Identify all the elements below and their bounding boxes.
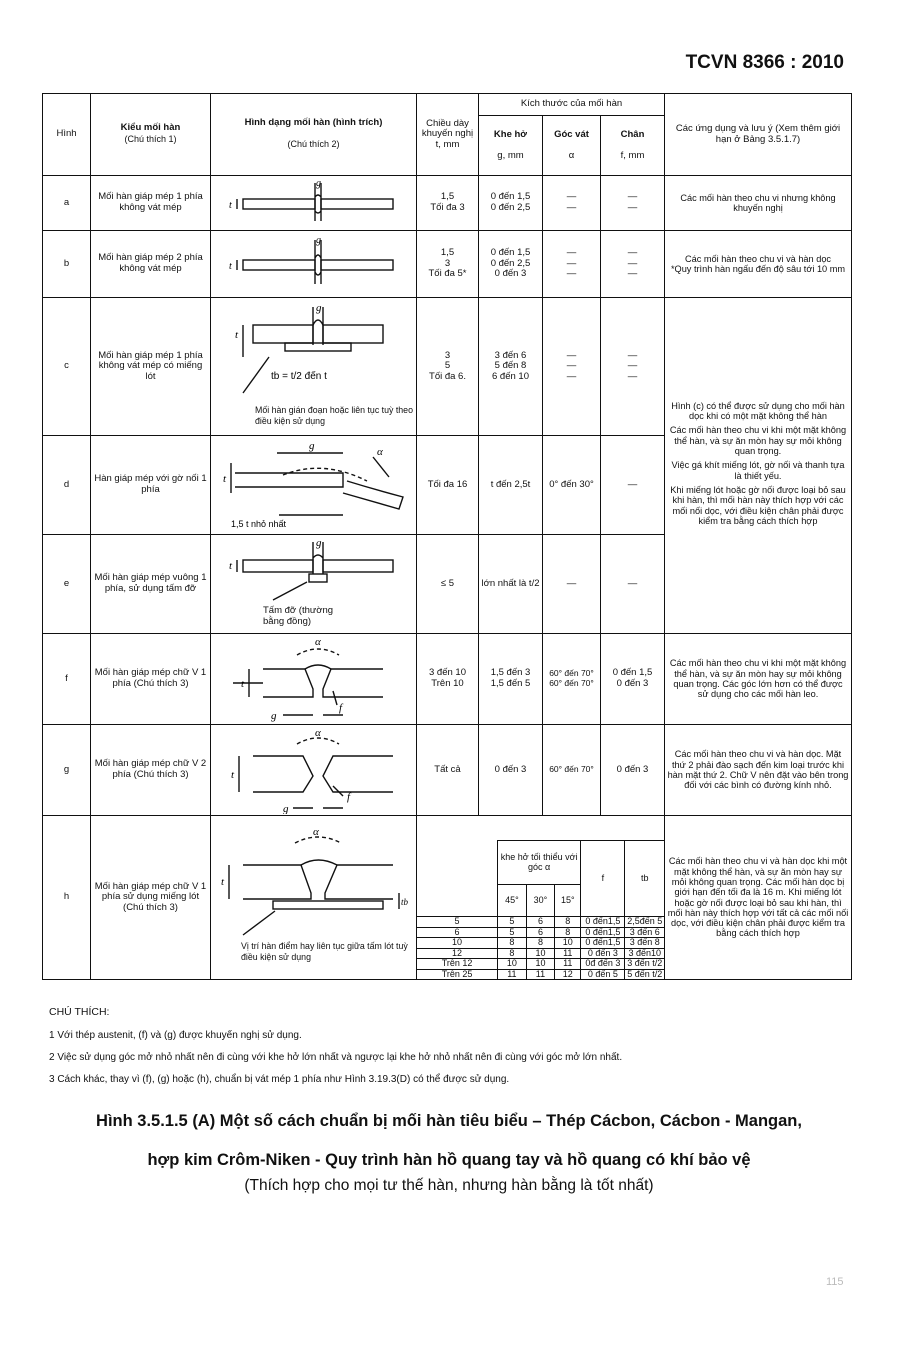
gap: 0 đến 1,5 0 đến 2,5 0 đến 3 bbox=[479, 231, 543, 298]
weld-table bbox=[42, 93, 852, 980]
figure-note: Tấm đỡ (thường bằng đồng) bbox=[263, 605, 334, 627]
gap: t đến 2,5t bbox=[479, 436, 543, 535]
angle: 60° đến 70° 60° đến 70° bbox=[543, 634, 601, 725]
figure-caption-line3: (Thích hợp cho mọi tư thế hàn, nhưng hàn bằng là tốt nhất) bbox=[244, 1177, 654, 1194]
svg-text:t: t bbox=[229, 560, 233, 573]
figure-note: 1,5 t nhỏ nhất bbox=[231, 519, 287, 529]
weld-figure-c bbox=[211, 298, 417, 436]
h-row: Trên 25 11 11 12 0 đến 5 5 đến t/2 bbox=[417, 969, 664, 979]
header-kieu: Kiểu mối hàn (Chú thích 1) bbox=[91, 94, 211, 176]
svg-text:f: f bbox=[339, 702, 343, 714]
angle: — bbox=[543, 535, 601, 634]
svg-text:α: α bbox=[313, 826, 319, 839]
svg-text:g: g bbox=[316, 235, 321, 246]
angle: — — — bbox=[543, 298, 601, 436]
header-chan: Chân f, mm bbox=[601, 116, 665, 176]
h-subtable bbox=[417, 840, 664, 979]
thickness: 3 5 Tối đa 6. bbox=[417, 298, 479, 436]
svg-text:t: t bbox=[221, 876, 225, 889]
thickness: Tối đa 16 bbox=[417, 436, 479, 535]
h-angle: 15° bbox=[555, 885, 581, 917]
h-row: 5 5 6 8 0 đến1,5 2,5đến 5 bbox=[417, 917, 664, 927]
table-row bbox=[43, 298, 852, 436]
table-row bbox=[43, 725, 852, 816]
row-id: c bbox=[43, 298, 91, 436]
weld-type: Mối hàn giáp mép chữ V 1 phía sử dụng miếng lót (Chú thích 3) bbox=[91, 816, 211, 980]
weld-figure-b bbox=[211, 231, 417, 298]
header-hinh: Hình bbox=[43, 94, 91, 176]
weld-type: Mối hàn giáp mép chữ V 2 phía (Chú thích 3) bbox=[91, 725, 211, 816]
svg-text:g: g bbox=[271, 710, 277, 722]
row-id: b bbox=[43, 231, 91, 298]
svg-text:g: g bbox=[316, 178, 321, 189]
note-item: 2 Việc sử dụng góc mở nhỏ nhất nên đi cùng với khe hở lớn nhất và ngược lại khe hở nhỏ nhất nên đi cùng với góc mở lớn nhất. bbox=[49, 1052, 623, 1063]
root: 0 đến 3 bbox=[601, 725, 665, 816]
root: — — — bbox=[601, 231, 665, 298]
page-number: 115 bbox=[826, 1276, 844, 1288]
weld-figure-e bbox=[211, 535, 417, 634]
svg-text:g: g bbox=[309, 440, 315, 452]
weld-figure-d bbox=[211, 436, 417, 535]
svg-text:t: t bbox=[231, 769, 235, 781]
weld-figure-g bbox=[211, 725, 417, 816]
weld-type: Mối hàn giáp mép vuông 1 phía, sử dụng tấm đỡ bbox=[91, 535, 211, 634]
header-hinhdang: Hình dạng mối hàn (hình trích) (Chú thích 2) bbox=[211, 94, 417, 176]
figure-caption-line2: hợp kim Crôm-Niken - Quy trình hàn hồ quang tay và hồ quang có khí bảo vệ bbox=[147, 1151, 751, 1169]
gap: 1,5 đến 3 1,5 đến 5 bbox=[479, 634, 543, 725]
svg-text:f: f bbox=[347, 791, 351, 803]
weld-type: Mối hàn giáp mép 2 phía không vát mép bbox=[91, 231, 211, 298]
h-head: khe hở tối thiểu với góc α bbox=[498, 841, 581, 885]
thickness: ≤ 5 bbox=[417, 535, 479, 634]
thickness: 1,5 3 Tối đa 5* bbox=[417, 231, 479, 298]
svg-text:t: t bbox=[235, 329, 239, 342]
application-note-cde: Hình (c) có thể được sử dụng cho mối hàn dọc khi có một mặt không thể hàn Các mối hàn theo chu vi khi một mặt không thể hàn, và sự ăn mòn hay sự mỏi không quan trọng. Việc gá khít miếng lót, gờ nối và thanh tựa là thiết yếu. Khi miếng lót hoặc gờ nối được loại bỏ sau khi hàn, thì mối hàn này thích hợp với các mối nối dọc, với điều kiện chân phải được kiểm tra bằng cách thích hợp bbox=[665, 298, 852, 634]
formula-tb: tb = t/2 đến t bbox=[271, 371, 327, 383]
h-row: 12 8 10 11 0 đến 3 3 đến10 bbox=[417, 948, 664, 958]
svg-text:g: g bbox=[316, 537, 322, 550]
h-row: 10 8 8 10 0 đến1,5 3 đến 8 bbox=[417, 938, 664, 948]
table-row bbox=[43, 816, 852, 980]
h-f-label: f bbox=[581, 841, 625, 917]
weld-type: Mối hàn giáp mép 1 phía không vát mép có miếng lót bbox=[91, 298, 211, 436]
table-row bbox=[43, 231, 852, 298]
svg-text:α: α bbox=[315, 636, 321, 648]
row-id: a bbox=[43, 176, 91, 231]
svg-text:t: t bbox=[229, 200, 232, 211]
svg-text:α: α bbox=[315, 727, 321, 739]
application-note: Các mối hàn theo chu vi khi một mặt không thể hàn, và sự ăn mòn hay sự mỏi không quan trọng. Các góc lớn hơn có thể được sử dụng cho các mối hàn leo. bbox=[665, 634, 852, 725]
figure-note: Vị trí hàn điểm hay liên tục giữa tấm lót tuỳ điều kiện sử dụng bbox=[241, 941, 408, 962]
row-id: d bbox=[43, 436, 91, 535]
row-id: h bbox=[43, 816, 91, 980]
weld-type: Mối hàn giáp mép chữ V 1 phía (Chú thích 3) bbox=[91, 634, 211, 725]
notes-title: CHÚ THÍCH: bbox=[49, 1006, 110, 1018]
notes-section bbox=[49, 1006, 622, 1096]
svg-text:t: t bbox=[241, 678, 245, 690]
svg-text:t: t bbox=[223, 473, 227, 485]
header-kichthuoc: Kích thước của mối hàn bbox=[479, 94, 665, 116]
application-note: Các mối hàn theo chu vi và hàn dọc *Quy trình hàn ngấu đến độ sâu tới 10 mm bbox=[665, 231, 852, 298]
header-khe: Khe hở g, mm bbox=[479, 116, 543, 176]
standard-number: TCVN 8366 : 2010 bbox=[685, 52, 844, 73]
table-row bbox=[43, 176, 852, 231]
angle: — — bbox=[543, 176, 601, 231]
svg-text:g: g bbox=[283, 803, 289, 814]
application-note: Các mối hàn theo chu vi nhưng không khuyến nghị bbox=[665, 176, 852, 231]
weld-figure-f bbox=[211, 634, 417, 725]
angle: 0° đến 30° bbox=[543, 436, 601, 535]
row-id: f bbox=[43, 634, 91, 725]
note-item: 1 Với thép austenit, (f) và (g) được khuyến nghị sử dụng. bbox=[49, 1030, 302, 1041]
gap: 0 đến 1,5 0 đến 2,5 bbox=[479, 176, 543, 231]
svg-text:g: g bbox=[316, 302, 322, 315]
root: — — bbox=[601, 176, 665, 231]
svg-text:t: t bbox=[229, 261, 232, 272]
root: 0 đến 1,5 0 đến 3 bbox=[601, 634, 665, 725]
application-note: Các mối hàn theo chu vi và hàn dọc. Mặt thứ 2 phải đào sạch đến kim loại trước khi hàn mặt thứ 2. Chữ V nên đặt vào bên trong đối với các bình có đường kính nhỏ. bbox=[665, 725, 852, 816]
h-row: 6 5 6 8 0 đến1,5 3 đến 6 bbox=[417, 927, 664, 937]
weld-figure-h bbox=[211, 816, 417, 980]
gap: 0 đến 3 bbox=[479, 725, 543, 816]
header-goc: Góc vát α bbox=[543, 116, 601, 176]
row-id: e bbox=[43, 535, 91, 634]
weld-type: Hàn giáp mép với gờ nối 1 phía bbox=[91, 436, 211, 535]
header-ungdung: Các ứng dụng và lưu ý (Xem thêm giới hạn ở Bảng 3.5.1.7) bbox=[665, 94, 852, 176]
svg-text:α: α bbox=[377, 446, 383, 458]
root: — — — bbox=[601, 298, 665, 436]
weld-figure-a bbox=[211, 176, 417, 231]
weld-type: Mối hàn giáp mép 1 phía không vát mép bbox=[91, 176, 211, 231]
figure-note: Mối hàn gián đoạn hoặc liên tục tuỳ theo điều kiện sử dụng bbox=[255, 405, 413, 426]
h-angle: 45° bbox=[498, 885, 527, 917]
header-chieuday: Chiều dày khuyến nghị t, mm bbox=[417, 94, 479, 176]
figure-caption-line1: Hình 3.5.1.5 (A) Một số cách chuẩn bị mối hàn tiêu biểu – Thép Cácbon, Cácbon - Mangan, bbox=[96, 1112, 802, 1130]
thickness: 3 đến 10 Trên 10 bbox=[417, 634, 479, 725]
h-subtable-cell bbox=[417, 816, 665, 980]
angle: — — — bbox=[543, 231, 601, 298]
angle: 60° đến 70° bbox=[543, 725, 601, 816]
h-tb-label: tb bbox=[625, 841, 664, 917]
root: — bbox=[601, 436, 665, 535]
table-row bbox=[43, 634, 852, 725]
h-row: Trên 12 10 10 11 0đ đến 3 3 đến t/2 bbox=[417, 959, 664, 969]
root: — bbox=[601, 535, 665, 634]
application-note: Các mối hàn theo chu vi và hàn dọc khi một mặt không thể hàn, và sự ăn mòn hay sự mỏi không quan trọng. Các mối hàn dọc bị giới hạn đến tối đa là 16 m. Khi miếng lót hoặc gờ nối được loại bỏ sau khi hàn, thì mối hàn này thích hợp với tất cả các mối nối dọc, với điều kiện chân phải được kiểm tra bằng cách thích hợp bbox=[665, 816, 852, 980]
h-angle: 30° bbox=[526, 885, 555, 917]
svg-text:tb: tb bbox=[401, 897, 409, 908]
thickness: Tất cả bbox=[417, 725, 479, 816]
gap: 3 đến 6 5 đến 8 6 đến 10 bbox=[479, 298, 543, 436]
row-id: g bbox=[43, 725, 91, 816]
gap: lớn nhất là t/2 bbox=[479, 535, 543, 634]
thickness: 1,5 Tối đa 3 bbox=[417, 176, 479, 231]
note-item: 3 Cách khác, thay vì (f), (g) hoặc (h), chuẩn bị vát mép 1 phía như Hình 3.19.3(D) có thể được sử dụng. bbox=[49, 1074, 510, 1085]
